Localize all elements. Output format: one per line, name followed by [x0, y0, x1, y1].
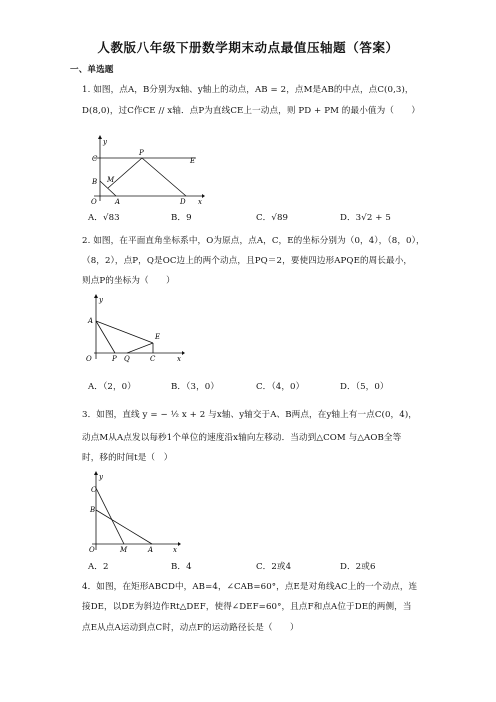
q2-label-y: y: [99, 296, 103, 304]
q3-label-A: A: [148, 546, 154, 554]
page-title: 人教版八年级下册数学期末动点最值压轴题（答案）: [97, 40, 399, 55]
q1-label-A: A: [115, 198, 121, 206]
q1-label-B: B: [92, 178, 98, 186]
q2-label-Q: Q: [124, 355, 130, 363]
q1-option-c: C．√89: [256, 213, 289, 223]
q4-text-line1: 4．如图，在矩形ABCD中，AB=4，∠CAB=60°，点E是对角线AC上的一个动点，连: [82, 582, 418, 592]
section-heading: 一、单选题: [70, 65, 114, 75]
q2-label-x: x: [177, 355, 181, 363]
q1-figure: [86, 135, 206, 205]
q2-option-b: B．（3，0）: [171, 382, 220, 392]
q3-label-O: O: [89, 546, 95, 554]
q1-label-M: M: [107, 176, 115, 184]
q3-option-d: D．2或6: [340, 562, 376, 572]
q2-label-P: P: [112, 355, 117, 363]
q3-text-line1: 3．如图，直线 y = − ½ x + 2 与x轴、y轴交于A、B两点，在y轴上有一点C(0，4)，: [82, 410, 417, 420]
q2-text-line3: 则点P的坐标为（ ）: [82, 276, 175, 286]
q3-text-line2: 动点M从A点发以每秒1个单位的速度沿x轴向左移动．当动到△COM 与△AOB全等: [82, 433, 402, 443]
q3-figure: [86, 470, 186, 555]
q2-label-E: E: [155, 333, 161, 341]
q3-label-y: y: [99, 473, 103, 481]
q2-label-O: O: [86, 355, 92, 363]
q2-text-line2: （8，2），点P，Q是OC边上的两个动点，且PQ＝2，要使四边形APQE的周长最小，: [82, 256, 413, 266]
q2-label-C: C: [150, 355, 156, 363]
q1-text-line1: 1. 如图，点A，B分别为x轴、y轴上的动点，AB = 2，点M是AB的中点，点C(0,3)，: [82, 85, 414, 95]
q1-label-y: y: [103, 138, 107, 146]
q1-label-D: D: [180, 198, 186, 206]
q3-text-line3: 时，移的时间t是（ ）: [82, 453, 173, 463]
q1-option-b: B．9: [171, 213, 192, 223]
q2-text-line1: 2. 如图，在平面直角坐标系中，O为原点，点A，C，E的坐标分别为（0，4），（8，0），: [82, 236, 425, 246]
q1-text-line2: D(8,0)，过C作CE // x轴．点P为直线CE上一动点，则 PD + PM 的最小值为（ ）: [82, 106, 421, 116]
q1-label-P: P: [139, 149, 144, 157]
q1-label-C: C: [92, 155, 98, 163]
q1-label-O: O: [91, 198, 97, 206]
q2-option-c: C．（4，0）: [256, 382, 305, 392]
q4-text-line2: 接DE，以DE为斜边作Rt△DEF，使得∠DEF=60°，且点F和点A位于DE的两侧，当: [82, 602, 412, 612]
q1-label-x: x: [198, 198, 202, 206]
q2-label-A: A: [88, 317, 94, 325]
q2-option-a: A．（2，0）: [88, 382, 136, 392]
q3-label-B: B: [90, 506, 96, 514]
q3-label-M: M: [120, 546, 128, 554]
q1-option-a: A．√83: [88, 213, 120, 223]
q4-text-line3: 点E从点A运动到点C时，动点F的运动路径长是（ ）: [82, 623, 299, 633]
q3-option-b: B．4: [171, 562, 192, 572]
q1-option-d: D．3√2 + 5: [340, 213, 391, 223]
q3-option-a: A．2: [88, 562, 109, 572]
q2-figure: [86, 293, 186, 368]
q3-label-x: x: [173, 546, 177, 554]
q2-option-d: D．（5，0）: [340, 382, 389, 392]
q1-label-E: E: [190, 157, 196, 165]
q3-label-C: C: [91, 486, 97, 494]
q3-option-c: C．2或4: [256, 562, 292, 572]
